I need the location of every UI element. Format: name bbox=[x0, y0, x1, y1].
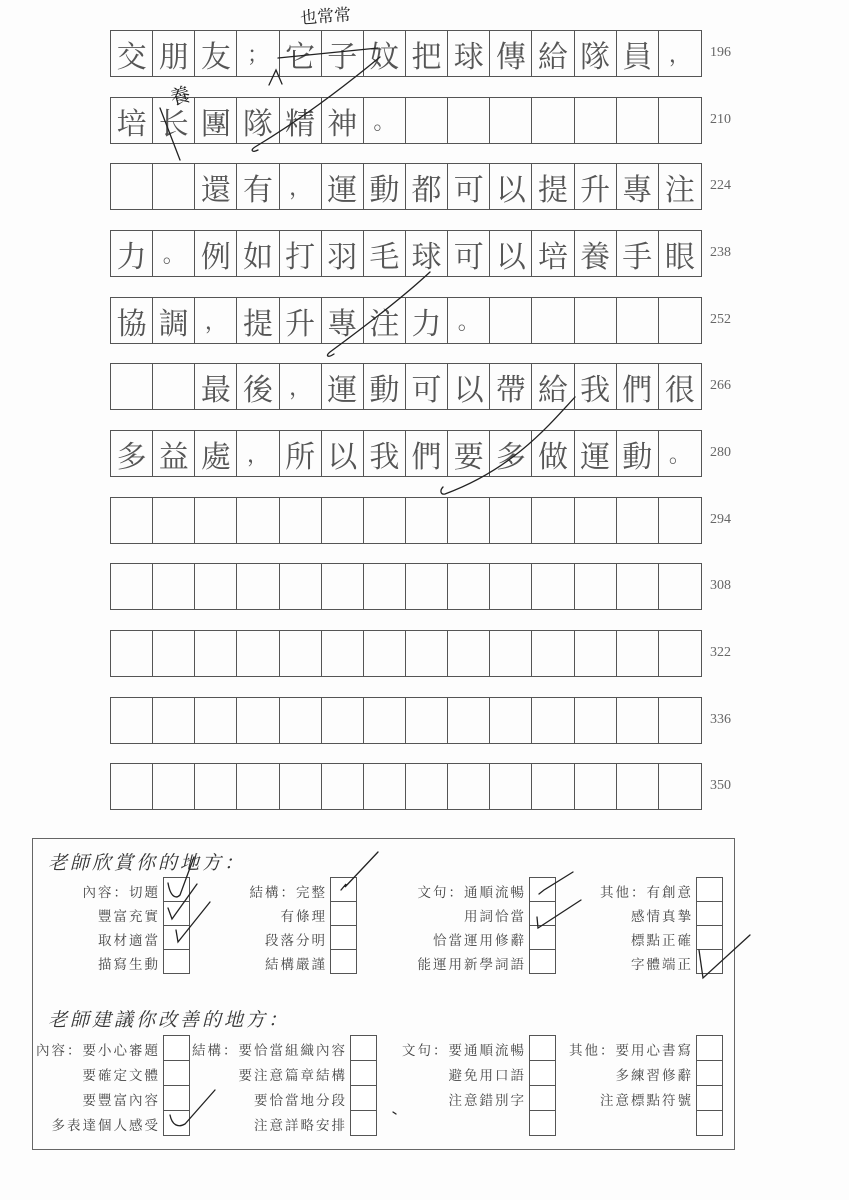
improve-checkbox[interactable] bbox=[350, 1035, 377, 1061]
grid-cell bbox=[237, 764, 279, 809]
appreciate-item-label: 段落分明 bbox=[265, 933, 327, 949]
improve-checkbox[interactable] bbox=[696, 1035, 723, 1061]
row-char-count: 350 bbox=[710, 778, 731, 793]
row-char-count: 238 bbox=[710, 245, 731, 260]
grid-cell: 朋 bbox=[153, 31, 195, 76]
grid-cell bbox=[153, 498, 195, 543]
grid-cell bbox=[280, 764, 322, 809]
grid-cell bbox=[490, 764, 532, 809]
appreciate-checkbox[interactable] bbox=[163, 901, 190, 926]
grid-cell: 可 bbox=[406, 364, 448, 409]
grid-row bbox=[110, 563, 702, 610]
grid-cell: 動 bbox=[617, 431, 659, 476]
grid-cell bbox=[195, 631, 237, 676]
grid-cell: 球 bbox=[406, 231, 448, 276]
improve-item-label: 多練習修辭 bbox=[615, 1068, 693, 1084]
improve-checkbox[interactable] bbox=[529, 1110, 556, 1136]
appreciate-checkbox[interactable] bbox=[330, 925, 357, 950]
appreciate-checkbox[interactable] bbox=[330, 949, 357, 974]
grid-row bbox=[110, 97, 702, 144]
appreciate-checkbox[interactable] bbox=[163, 925, 190, 950]
grid-row bbox=[110, 230, 702, 277]
grid-cell: 專 bbox=[617, 164, 659, 209]
grid-cell: 還 bbox=[195, 164, 237, 209]
grid-row bbox=[110, 297, 702, 344]
appreciate-item-label: 字體端正 bbox=[631, 957, 693, 973]
improve-checkbox[interactable] bbox=[529, 1035, 556, 1061]
grid-cell: 帶 bbox=[490, 364, 532, 409]
improve-item-label: 注意錯別字 bbox=[448, 1093, 526, 1109]
grid-row bbox=[110, 430, 702, 477]
grid-cell bbox=[532, 98, 574, 143]
grid-cell: 給 bbox=[532, 364, 574, 409]
appreciate-checkbox[interactable] bbox=[696, 901, 723, 926]
grid-cell bbox=[448, 698, 490, 743]
grid-cell bbox=[575, 498, 617, 543]
grid-cell: ， bbox=[237, 431, 279, 476]
grid-cell bbox=[153, 164, 195, 209]
teacher-insert-annotation: 也常常 bbox=[299, 5, 352, 29]
grid-cell bbox=[448, 564, 490, 609]
grid-cell bbox=[406, 98, 448, 143]
grid-cell bbox=[448, 498, 490, 543]
grid-cell: 提 bbox=[532, 164, 574, 209]
grid-cell bbox=[617, 98, 659, 143]
grid-cell bbox=[448, 98, 490, 143]
grid-cell: 球 bbox=[448, 31, 490, 76]
grid-cell bbox=[406, 764, 448, 809]
appreciate-item-label: 其他：有創意 bbox=[600, 885, 693, 901]
grid-cell: 我 bbox=[575, 364, 617, 409]
row-char-count: 322 bbox=[710, 645, 731, 660]
grid-cell bbox=[322, 498, 364, 543]
grid-cell bbox=[237, 498, 279, 543]
appreciate-checkbox[interactable] bbox=[696, 925, 723, 950]
grid-cell bbox=[575, 298, 617, 343]
row-char-count: 308 bbox=[710, 578, 731, 593]
grid-cell bbox=[280, 564, 322, 609]
grid-cell bbox=[111, 698, 153, 743]
grid-cell: 隊 bbox=[237, 98, 279, 143]
grid-cell: 我 bbox=[364, 431, 406, 476]
grid-cell bbox=[490, 98, 532, 143]
appreciate-item-label: 結構：完整 bbox=[249, 885, 327, 901]
grid-cell: 有 bbox=[237, 164, 279, 209]
grid-cell: 如 bbox=[237, 231, 279, 276]
appreciate-item-label: 內容：切題 bbox=[82, 885, 160, 901]
row-char-count: 266 bbox=[710, 378, 731, 393]
grid-cell bbox=[280, 631, 322, 676]
grid-cell: ， bbox=[280, 364, 322, 409]
grid-cell bbox=[532, 498, 574, 543]
grid-cell bbox=[237, 631, 279, 676]
grid-cell: ， bbox=[195, 298, 237, 343]
grid-cell: 們 bbox=[406, 431, 448, 476]
grid-cell: 所 bbox=[280, 431, 322, 476]
grid-cell: ， bbox=[280, 164, 322, 209]
grid-row bbox=[110, 630, 702, 677]
grid-cell: 精 bbox=[280, 98, 322, 143]
grid-cell: 打 bbox=[280, 231, 322, 276]
grid-cell bbox=[617, 698, 659, 743]
grid-cell bbox=[659, 564, 701, 609]
grid-cell bbox=[406, 564, 448, 609]
grid-cell: 運 bbox=[575, 431, 617, 476]
grid-cell: 要 bbox=[448, 431, 490, 476]
grid-cell: 多 bbox=[111, 431, 153, 476]
grid-cell: 們 bbox=[617, 364, 659, 409]
improve-item-label: 要確定文體 bbox=[82, 1068, 160, 1084]
grid-cell bbox=[406, 631, 448, 676]
grid-cell bbox=[153, 564, 195, 609]
improve-item-label: 注意詳略安排 bbox=[254, 1118, 347, 1134]
appreciate-item-label: 描寫生動 bbox=[98, 957, 160, 973]
grid-cell bbox=[532, 764, 574, 809]
grid-cell bbox=[280, 698, 322, 743]
row-char-count: 252 bbox=[710, 312, 731, 327]
improve-item-label: 其他：要用心書寫 bbox=[569, 1043, 693, 1059]
appreciate-checkbox[interactable] bbox=[330, 877, 357, 902]
grid-cell bbox=[659, 698, 701, 743]
grid-cell: 益 bbox=[153, 431, 195, 476]
grid-cell bbox=[364, 498, 406, 543]
grid-cell: 培 bbox=[111, 98, 153, 143]
grid-cell: 升 bbox=[575, 164, 617, 209]
improve-item-label: 避免用口語 bbox=[448, 1068, 526, 1084]
grid-cell: 例 bbox=[195, 231, 237, 276]
grid-cell bbox=[237, 564, 279, 609]
grid-cell: 友 bbox=[195, 31, 237, 76]
grid-cell bbox=[322, 764, 364, 809]
improve-checkbox[interactable] bbox=[350, 1085, 377, 1111]
grid-cell: 注 bbox=[664, 172, 695, 208]
improve-checkbox[interactable] bbox=[696, 1060, 723, 1086]
grid-cell: 員 bbox=[617, 31, 659, 76]
appreciate-checkbox[interactable] bbox=[529, 925, 556, 950]
grid-cell: 力 bbox=[406, 298, 448, 343]
grid-cell bbox=[659, 764, 701, 809]
grid-cell: 做 bbox=[532, 431, 574, 476]
appreciate-checkbox[interactable] bbox=[696, 949, 723, 974]
appreciate-item-label: 標點正確 bbox=[631, 933, 693, 949]
grid-cell bbox=[532, 631, 574, 676]
grid-cell: 動 bbox=[364, 164, 406, 209]
row-char-count: 294 bbox=[710, 512, 731, 527]
grid-cell: 羽 bbox=[322, 231, 364, 276]
grid-cell bbox=[406, 498, 448, 543]
grid-cell: 手 bbox=[617, 231, 659, 276]
grid-cell: 长 bbox=[153, 98, 195, 143]
improve-checkbox[interactable] bbox=[163, 1060, 190, 1086]
improve-item-label: 結構：要恰當組織內容 bbox=[192, 1043, 347, 1059]
grid-cell: 子 bbox=[322, 31, 364, 76]
grid-cell: 最 bbox=[195, 364, 237, 409]
grid-cell bbox=[659, 298, 701, 343]
improve-checkbox[interactable] bbox=[529, 1085, 556, 1111]
appreciate-item-label: 用詞恰當 bbox=[464, 909, 526, 925]
grid-cell: 以 bbox=[490, 231, 532, 276]
grid-cell: 運 bbox=[322, 364, 364, 409]
improve-item-label: 要注意篇章結構 bbox=[238, 1068, 347, 1084]
improve-section-title: 老師建議你改善的地方： bbox=[48, 1009, 291, 1031]
grid-row bbox=[110, 30, 702, 77]
grid-cell: 毛 bbox=[364, 231, 406, 276]
improve-checkbox[interactable] bbox=[350, 1060, 377, 1086]
grid-cell: 提 bbox=[237, 298, 279, 343]
grid-cell: 團 bbox=[195, 98, 237, 143]
grid-cell bbox=[111, 164, 153, 209]
improve-checkbox[interactable] bbox=[163, 1035, 190, 1061]
grid-cell bbox=[575, 764, 617, 809]
grid-cell bbox=[153, 764, 195, 809]
grid-cell bbox=[195, 564, 237, 609]
appreciate-checkbox[interactable] bbox=[529, 949, 556, 974]
grid-cell: 給 bbox=[532, 31, 574, 76]
grid-row bbox=[110, 497, 702, 544]
grid-cell: ； bbox=[237, 31, 279, 76]
grid-cell bbox=[364, 698, 406, 743]
grid-cell bbox=[575, 564, 617, 609]
grid-cell bbox=[490, 564, 532, 609]
grid-cell: 養 bbox=[575, 231, 617, 276]
appreciate-checkbox[interactable] bbox=[529, 901, 556, 926]
improve-checkbox[interactable] bbox=[696, 1110, 723, 1136]
grid-cell bbox=[237, 698, 279, 743]
grid-cell: 可 bbox=[448, 164, 490, 209]
row-char-count: 280 bbox=[710, 445, 731, 460]
grid-cell: 很 bbox=[664, 372, 695, 408]
grid-cell: 注 bbox=[364, 298, 406, 343]
grid-cell: 後 bbox=[237, 364, 279, 409]
appreciate-checkbox[interactable] bbox=[529, 877, 556, 902]
row-char-count: 210 bbox=[710, 112, 731, 127]
grid-cell bbox=[490, 498, 532, 543]
grid-cell bbox=[364, 764, 406, 809]
grid-cell: 。 bbox=[668, 443, 691, 468]
grid-cell bbox=[490, 698, 532, 743]
grid-cell: 可 bbox=[448, 231, 490, 276]
grid-cell: 培 bbox=[532, 231, 574, 276]
teacher-correction-annotation: 養 bbox=[167, 81, 194, 111]
appreciate-item-label: 豐富充實 bbox=[98, 909, 160, 925]
appreciate-checkbox[interactable] bbox=[330, 901, 357, 926]
grid-cell bbox=[490, 298, 532, 343]
grid-cell: 升 bbox=[280, 298, 322, 343]
appreciate-item-label: 恰當運用修辭 bbox=[433, 933, 526, 949]
grid-row bbox=[110, 763, 702, 810]
appreciate-item-label: 取材適當 bbox=[98, 933, 160, 949]
grid-cell: 神 bbox=[322, 98, 364, 143]
grid-cell bbox=[575, 98, 617, 143]
grid-cell: 專 bbox=[322, 298, 364, 343]
grid-cell: 交 bbox=[111, 31, 153, 76]
grid-cell bbox=[364, 631, 406, 676]
grid-cell bbox=[659, 631, 701, 676]
grid-cell: 。 bbox=[153, 231, 195, 276]
grid-cell bbox=[364, 564, 406, 609]
grid-cell: 以 bbox=[448, 364, 490, 409]
appreciate-checkbox[interactable] bbox=[163, 877, 190, 902]
row-char-count: 196 bbox=[710, 45, 731, 60]
grid-cell: 協 bbox=[111, 298, 153, 343]
improve-checkbox[interactable] bbox=[163, 1110, 190, 1136]
improve-item-label: 要豐富內容 bbox=[82, 1093, 160, 1109]
appreciate-item-label: 文句：通順流暢 bbox=[417, 885, 526, 901]
grid-cell bbox=[448, 764, 490, 809]
grid-cell bbox=[322, 631, 364, 676]
grid-cell bbox=[153, 364, 195, 409]
grid-cell bbox=[532, 564, 574, 609]
grid-cell bbox=[406, 698, 448, 743]
grid-cell bbox=[111, 364, 153, 409]
appreciate-section-title: 老師欣賞你的地方： bbox=[48, 852, 247, 874]
row-char-count: 336 bbox=[710, 712, 731, 727]
improve-item-label: 要恰當地分段 bbox=[254, 1093, 347, 1109]
grid-cell: 。 bbox=[448, 298, 490, 343]
grid-cell: 多 bbox=[490, 431, 532, 476]
grid-cell bbox=[532, 698, 574, 743]
grid-cell bbox=[575, 631, 617, 676]
grid-cell bbox=[111, 498, 153, 543]
grid-cell bbox=[111, 764, 153, 809]
grid-cell bbox=[617, 564, 659, 609]
grid-cell bbox=[195, 764, 237, 809]
grid-cell bbox=[575, 698, 617, 743]
appreciate-checkbox[interactable] bbox=[696, 877, 723, 902]
grid-cell: 處 bbox=[195, 431, 237, 476]
grid-cell bbox=[322, 564, 364, 609]
grid-cell bbox=[659, 498, 701, 543]
grid-cell bbox=[617, 631, 659, 676]
grid-cell: 都 bbox=[406, 164, 448, 209]
grid-cell bbox=[617, 298, 659, 343]
grid-cell: 它 bbox=[280, 31, 322, 76]
grid-cell: 以 bbox=[490, 164, 532, 209]
improve-checkbox[interactable] bbox=[696, 1085, 723, 1111]
appreciate-item-label: 能運用新學詞語 bbox=[417, 957, 526, 973]
grid-cell: 動 bbox=[364, 364, 406, 409]
grid-cell: 隊 bbox=[575, 31, 617, 76]
grid-cell: 以 bbox=[322, 431, 364, 476]
grid-cell bbox=[617, 764, 659, 809]
grid-cell bbox=[111, 631, 153, 676]
appreciate-checkbox[interactable] bbox=[163, 949, 190, 974]
grid-cell bbox=[153, 698, 195, 743]
grid-cell bbox=[322, 698, 364, 743]
grid-cell bbox=[532, 298, 574, 343]
improve-item-label: 多表達個人感受 bbox=[51, 1118, 160, 1134]
grid-cell: 眼 bbox=[664, 239, 695, 275]
improve-checkbox[interactable] bbox=[163, 1085, 190, 1111]
grid-cell bbox=[280, 498, 322, 543]
improve-item-label: 注意標點符號 bbox=[600, 1093, 693, 1109]
improve-checkbox[interactable] bbox=[529, 1060, 556, 1086]
grid-cell bbox=[659, 98, 701, 143]
grid-cell: 調 bbox=[153, 298, 195, 343]
grid-cell bbox=[617, 498, 659, 543]
grid-cell bbox=[195, 498, 237, 543]
grid-cell: 。 bbox=[364, 98, 406, 143]
appreciate-item-label: 結構嚴謹 bbox=[265, 957, 327, 973]
improve-item-label: 文句：要通順流暢 bbox=[402, 1043, 526, 1059]
grid-cell bbox=[448, 631, 490, 676]
grid-row bbox=[110, 163, 702, 210]
appreciate-item-label: 有條理 bbox=[280, 909, 327, 925]
grid-cell bbox=[111, 564, 153, 609]
grid-row bbox=[110, 363, 702, 410]
row-char-count: 224 bbox=[710, 178, 731, 193]
grid-cell: ， bbox=[668, 43, 691, 68]
grid-cell: 把 bbox=[406, 31, 448, 76]
appreciate-item-label: 感情真摯 bbox=[631, 909, 693, 925]
grid-cell: 運 bbox=[322, 164, 364, 209]
grid-cell bbox=[195, 698, 237, 743]
improve-item-label: 內容：要小心審題 bbox=[36, 1043, 160, 1059]
grid-cell: 力 bbox=[111, 231, 153, 276]
improve-checkbox[interactable] bbox=[350, 1110, 377, 1136]
grid-cell: 妏 bbox=[364, 31, 406, 76]
grid-cell: 傳 bbox=[490, 31, 532, 76]
grid-cell bbox=[490, 631, 532, 676]
grid-cell bbox=[153, 631, 195, 676]
grid-row bbox=[110, 697, 702, 744]
